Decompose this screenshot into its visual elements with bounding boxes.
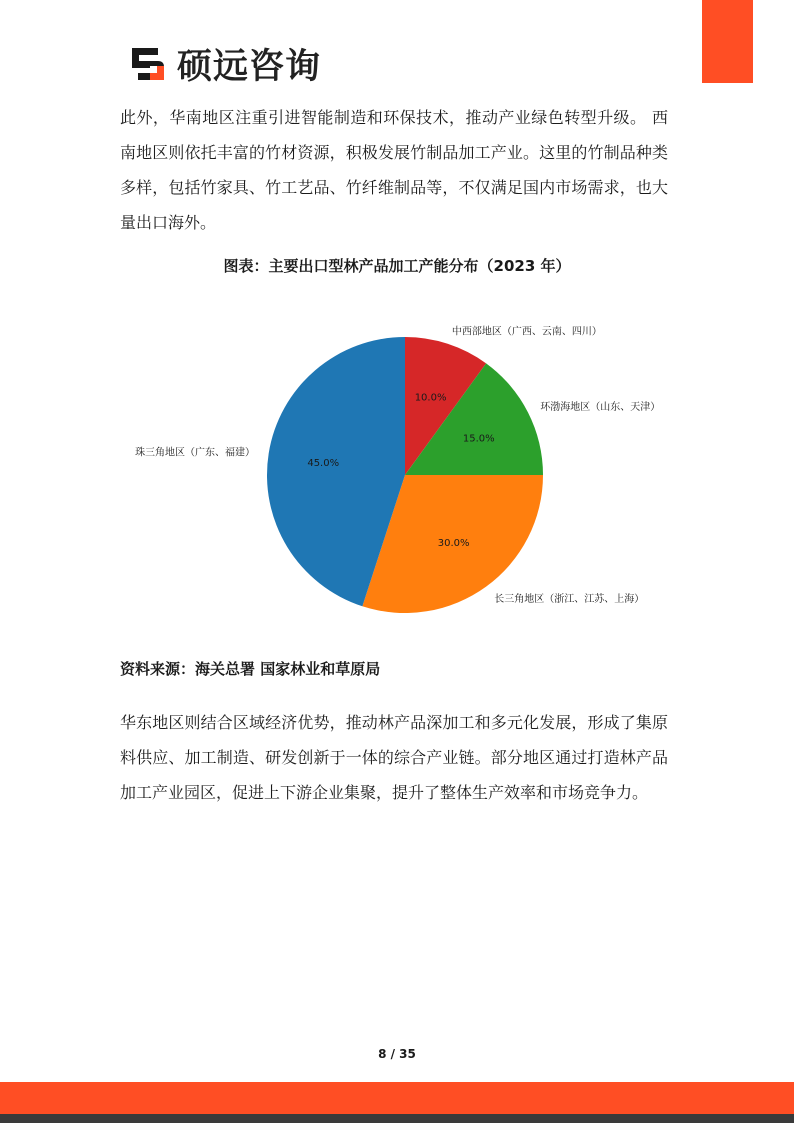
logo-text: 硕远咨询	[177, 47, 322, 87]
logo-mark-icon	[128, 44, 168, 84]
pie-percent-label: 10.0%	[414, 392, 447, 404]
body-paragraph-1: 此外，华南地区注重引进智能制造和环保技术，推动产业绿色转型升级。 西南地区则依托丰富的竹材资源，积极发展竹制品加工产业。这里的竹制品种类多样，包括竹家具、竹工艺品、竹纤维制品等，不仅满足国内市场需求，也大量出口海外。	[120, 108, 668, 232]
body-paragraph-2: 华东地区则结合区域经济优势，推动林产品深加工和多元化发展，形成了集原料供应、加工制造、研发创新于一体的综合产业链。部分地区通过打造林产品加工产业园区，促进上下游企业集聚，提升了整体生产效率和市场竞争力。	[120, 713, 668, 802]
pie-category-label: 珠三角地区（广东、福建）	[135, 447, 256, 459]
logo	[128, 42, 321, 86]
corner-accent-block	[702, 0, 753, 83]
pie-category-label: 环渤海地区（山东、天津）	[540, 402, 661, 414]
pie-percent-label: 30.0%	[437, 537, 470, 549]
pie-chart	[100, 300, 700, 640]
pie-category-label: 长三角地区（浙江、江苏、上海）	[494, 593, 645, 605]
pie-percent-label: 15.0%	[462, 433, 495, 445]
data-source: 资料来源：海关总署 国家林业和草原局	[120, 660, 381, 678]
chart-title: 图表：主要出口型林产品加工产能分布（2023 年）	[223, 257, 571, 275]
page-number: 8 / 35	[378, 1047, 416, 1061]
pie-category-label: 中西部地区（广西、云南、四川）	[451, 326, 602, 338]
pie-percent-label: 45.0%	[307, 458, 340, 470]
footer-dark-strip	[0, 1114, 794, 1123]
